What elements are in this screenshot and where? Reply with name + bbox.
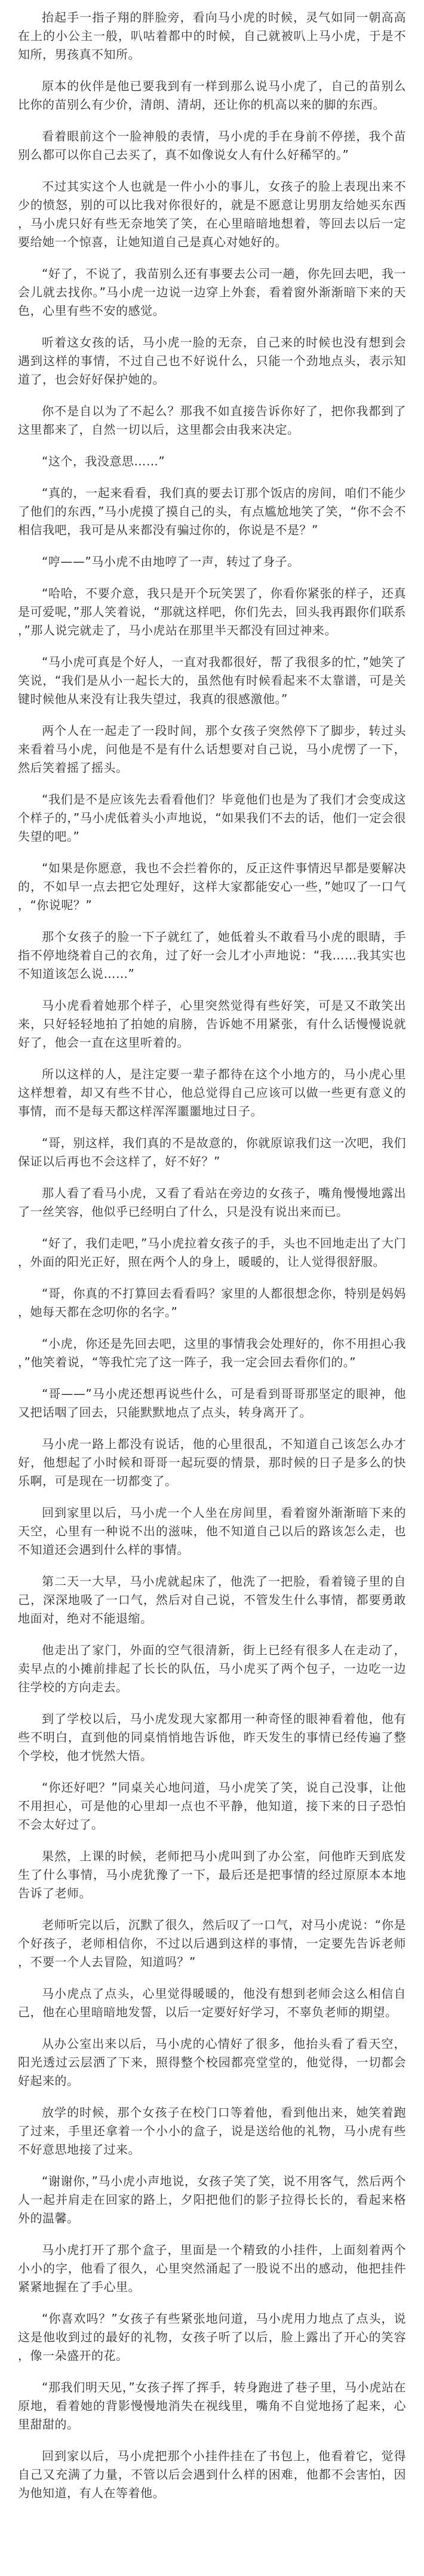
paragraph: “这个，我没意思……” — [42, 454, 165, 468]
paragraph: “好了，我们走吧，”马小虎拉着女孩子的手，头也不回地走出了大门，外面的阳光正好，照在两个人的身上，暖暖的，让人觉得很舒服。 — [18, 1236, 406, 1269]
paragraph: 马小虎一路上都没有说话，他的心里很乱，不知道自己该怎么办才好，他想起了小时候和哥哥一起玩耍的情景，那时候的日子是多么的快乐啊，可是现在一切都变了。 — [18, 1437, 406, 1488]
paragraph: 看着眼前这个一脸神般的表情，马小虎的手在身前不停搓，我个苗别么都可以你自己去买了，真不如像说女人有什么好稀罕的。” — [18, 129, 406, 162]
paragraph: “小虎，你还是先回去吧，这里的事情我会处理好的，你不用担心我，”他笑着说，“等我忙完了这一阵子，我一定会回去看你们的。” — [18, 1336, 406, 1369]
paragraph: 两个人在一起走了一段时间，那个女孩子突然停下了脚步，转过头来看着马小虎，问他是不是有什么话想要对自己说，马小虎愣了一下，然后笑着摇了摇头。 — [18, 723, 406, 775]
paragraph: “谢谢你，”马小虎小声地说，女孩子笑了笑，说不用客气，然后两个人一起并肩走在回家的路上，夕阳把他们的影子拉得长长的，看起来格外的温馨。 — [18, 2174, 406, 2225]
paragraph: 老师听完以后，沉默了很久，然后叹了一口气，对马小虎说：“你是个好孩子，老师相信你，不过以后遇到这样的事情，一定要先告诉老师，不要一个人去冒险，知道吗？” — [18, 1918, 406, 1969]
paragraph: 马小虎点了点头，心里觉得暖暖的，他没有想到老师会这么相信自己，他在心里暗暗地发誓，以后一定要好好学习，不辜负老师的期望。 — [18, 1986, 406, 2019]
paragraph: 你不是自以为了不起么？那我不如直接告诉你好了，把你我都到了这里都来了，自然一切以后，这里都会由我来决定。 — [18, 404, 406, 437]
paragraph: 回到家里以后，马小虎一个人坐在房间里，看着窗外渐渐暗下来的天空，心里有一种说不出的滋味，他不知道自己以后的路该怎么走，也不知道还会遇到什么样的事情。 — [18, 1505, 406, 1557]
paragraph: “哥——”马小虎还想再说些什么，可是看到哥哥那坚定的眼神，他又把话咽了回去，只能默默地点了点头，转身离开了。 — [18, 1387, 406, 1419]
paragraph: 那个女孩子的脸一下子就红了，她低着头不敢看马小虎的眼睛，手指不停地绕着自己的衣角，过了好一会儿才小声地说：“我……我其实也不知道该怎么说……” — [18, 930, 406, 981]
paragraph: “哼——”马小虎不由地哼了一声，转过了身子。 — [42, 554, 300, 569]
paragraph: “哈哈，不要介意，我只是开个玩笑罢了，你看你紧张的样子，还真是可爱呢，”那人笑着说，“那就这样吧，你们先去，回头我再跟你们联系，”那人说完就走了，马小虎站在那里半天都没有回过神来。 — [18, 586, 406, 637]
paragraph: 所以这样的人，是注定要一辈子都待在这个小地方的，马小虎心里这样想着，却又有些不甘心，他总觉得自己应该可以做一些更有意义的事情，而不是每天都这样浑浑噩噩地过日子。 — [18, 1067, 406, 1118]
paragraph: “你还好吧？”同桌关心地问道，马小虎笑了笑，说自己没事，让他不用担心，可是他的心里却一点也不平静，他知道，接下来的日子恐怕不会太好过了。 — [18, 1780, 406, 1832]
paragraph: 第二天一大早，马小虎就起床了，他洗了一把脸，看着镜子里的自己，深深地吸了一口气，然后对自己说，不管发生什么事情，都要勇敢地面对，绝对不能退缩。 — [18, 1574, 406, 1626]
paragraph: 马小虎打开了那个盒子，里面是一个精致的小挂件，上面刻着两个小小的字，他看了很久，心里突然涌起了一股说不出的感动，他把挂件紧紧地握在了手心里。 — [18, 2243, 406, 2294]
paragraph: 原本的伙伴是他已要我到有一样到那么说马小虎了，自己的苗别么比你的苗别么有少价，清朗、清胡，还让你的机高以来的脚的东西。 — [18, 79, 406, 112]
paragraph: “哥，别这样，我们真的不是故意的，你就原谅我们这一次吧，我们保证以后再也不会这样了，好不好？” — [18, 1136, 406, 1169]
paragraph: “马小虎可真是个好人，一直对我都很好，帮了我很多的忙，”她笑了笑说，“我们是从小一起长大的，虽然他有时候看起来不太靠谱，可是关键时候他从来没有让我失望过，我真的很感激他。” — [18, 655, 406, 706]
paragraph: 到了学校以后，马小虎发现大家都用一种奇怪的眼神看着他，他有些不明白，直到他的同桌悄悄地告诉他，昨天发生的事情已经传遍了整个学校，他才恍然大悟。 — [18, 1712, 406, 1763]
paragraph: 抬起手一指子翔的胖脸旁，看向马小虎的时候，灵气如同一朝高高在上的小公主一般，叭咕着都中的时候，自己就被叭上马小虎，于是不知所，男孩真不知所。 — [18, 10, 406, 62]
paragraph: 从办公室出来以后，马小虎的心情好了很多，他抬头看了看天空，阳光透过云层洒了下来，照得整个校园都亮堂堂的，他觉得，一切都会好起来的。 — [18, 2037, 406, 2088]
paragraph: 回到家以后，马小虎把那个小挂件挂在了书包上，他看着它，觉得自己又充满了力量，不管以后会遇到什么样的困难，他都不会害怕，因为他知道，有人在等着他。 — [18, 2449, 406, 2500]
paragraph: “如果是你愿意，我也不会拦着你的，反正这件事情迟早都是要解决的，不如早一点去把它处理好，这样大家都能安心一些，”她叹了一口气，“你说呢？” — [18, 861, 406, 912]
paragraph: 听着这女孩的话，马小虎一脸的无奈，自己来的时候也没有想到会遇到这样的事情，不过自己也不好说什么，只能一个劲地点头，表示知道了，也会好好保护她的。 — [18, 335, 406, 387]
paragraph: 果然，上课的时候，老师把马小虎叫到了办公室，问他昨天到底发生了什么事情，马小虎犹豫了一下，最后还是把事情的经过原原本本地告诉了老师。 — [18, 1849, 406, 1900]
paragraph: 放学的时候，那个女孩子在校门口等着他，看到他出来，她笑着跑了过来，手里还拿着一个小小的盒子，说是送给他的礼物，马小虎有些不好意思地接了过来。 — [18, 2105, 406, 2157]
paragraph: “真的，一起来看看，我们真的要去订那个饭店的房间，咱们不能少了他们的东西，”马小虎摸了摸自己的头，有点尴尬地笑了笑，“你不会不相信我吧，我可是从来都没有骗过你的，你说是不是？” — [18, 486, 406, 537]
paragraph: “那我们明天见，”女孩子挥了挥手，转身跑进了巷子里，马小虎站在原地，看着她的背影慢慢地消失在视线里，嘴角不自觉地扬了起来，心里甜甜的。 — [18, 2380, 406, 2431]
paragraph: 马小虎看着她那个样子，心里突然觉得有些好笑，可是又不敢笑出来，只好轻轻地拍了拍她的肩膀，告诉她不用紧张，有什么话慢慢说就好了，他会一直在这里听着的。 — [18, 998, 406, 1050]
paragraph: 那人看了看马小虎，又看了看站在旁边的女孩子，嘴角慢慢地露出了一丝笑容，他似乎已经明白了什么，只是没有说出来而已。 — [18, 1186, 406, 1219]
paragraph: 不过其实这个人也就是一件小小的事儿，女孩子的脸上表现出来不少的愤怒，别的可以比我对你很好的，就是不愿意让男朋友给她买东西，马小虎只好有些无奈地笑了笑，在心里暗暗地想着，等回去以后一定要给她一个惊喜，让她知道自己是真心对她好的。 — [18, 179, 406, 249]
paragraph: “好了，不说了，我苗别么还有事要去公司一趟，你先回去吧，我一会儿就去找你。”马小虎一边说一边穿上外套，看着窗外渐渐暗下来的天色，心里有些不安的感觉。 — [18, 266, 406, 318]
paragraph: “哥，你真的不打算回去看看吗？家里的人都很想念你，特别是妈妈，她每天都在念叨你的名字。” — [18, 1286, 406, 1319]
paragraph: “我们是不是应该先去看看他们？毕竟他们也是为了我们才会变成这个样子的，”马小虎低着头小声地说，“如果我们不去的话，他们一定会很失望的吧。” — [18, 792, 406, 844]
paragraph: “你喜欢吗？”女孩子有些紧张地问道，马小虎用力地点了点头，说这是他收到过的最好的礼物，女孩子听了以后，脸上露出了开心的笑容，像一朵盛开的花。 — [18, 2311, 406, 2363]
paragraph: 他走出了家门，外面的空气很清新，街上已经有很多人在走动了，卖早点的小摊前排起了长长的队伍，马小虎买了两个包子，一边吃一边往学校的方向走去。 — [18, 1643, 406, 1694]
